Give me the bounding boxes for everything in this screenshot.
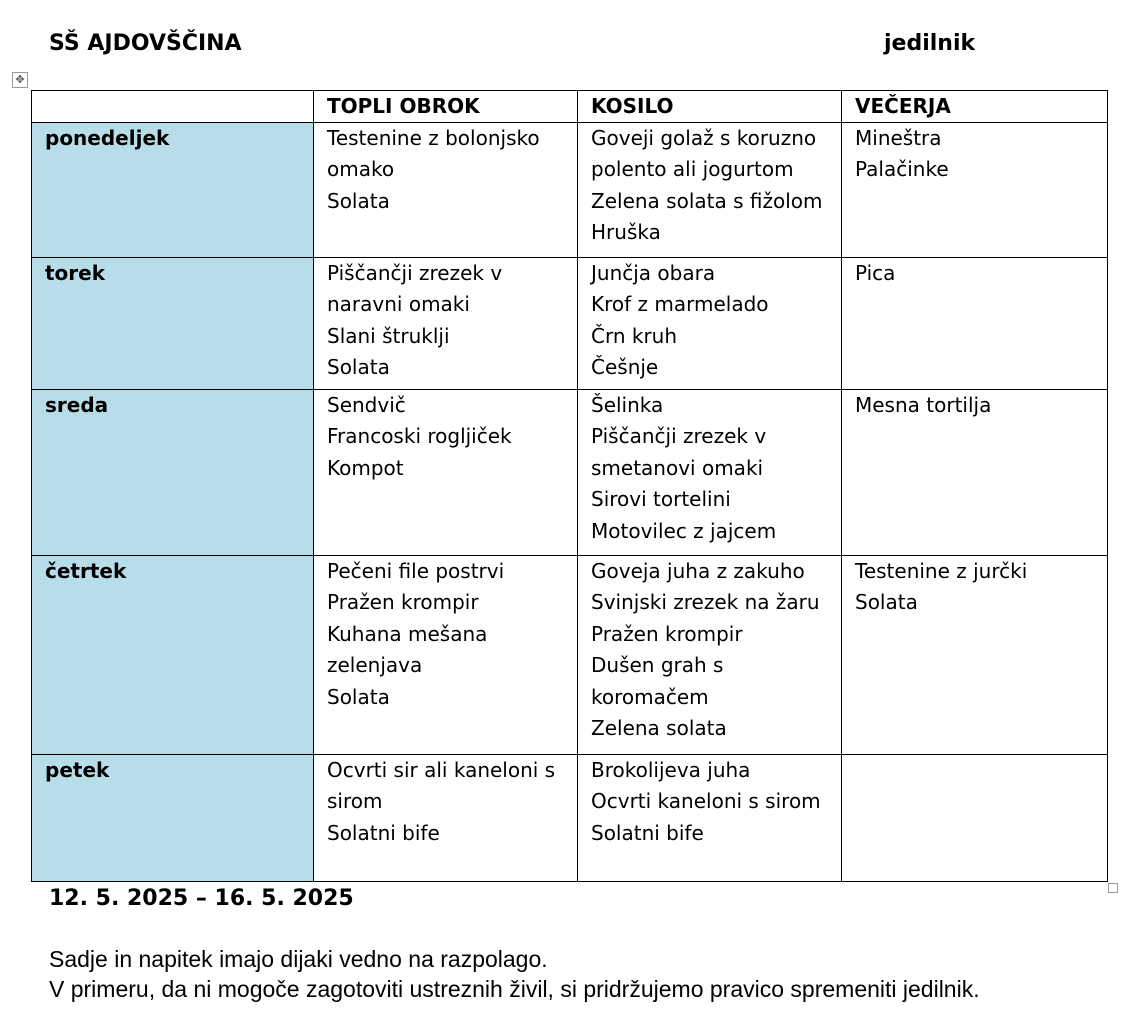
menu-item: Palačinke — [855, 157, 949, 182]
topli-obrok-cell — [314, 258, 578, 390]
topli-obrok-cell — [314, 390, 578, 556]
kosilo-cell — [578, 390, 842, 556]
vecerja-cell — [842, 123, 1108, 258]
menu-item: Motovilec z jajcem — [591, 518, 777, 543]
kosilo-cell — [578, 755, 842, 882]
menu-item: Šelinka — [591, 393, 664, 417]
menu-item: Zelena solata s fižolom — [591, 188, 823, 213]
menu-item: Črn kruh — [591, 323, 678, 348]
menu-item: Solatni bife — [591, 820, 704, 845]
menu-item: Solata — [327, 684, 390, 709]
menu-item: Sendvič — [327, 393, 406, 417]
menu-item: Ocvrti kaneloni s sirom — [591, 789, 821, 814]
date-range: 12. 5. 2025 – 16. 5. 2025 — [49, 886, 354, 911]
menu-item: Solata — [327, 355, 390, 380]
kosilo-cell — [578, 258, 842, 390]
column-header-vecerja: VEČERJA — [842, 91, 1108, 123]
column-header-day — [32, 91, 314, 123]
table-resize-handle[interactable] — [1108, 883, 1118, 893]
vecerja-cell — [842, 755, 1108, 882]
menu-item: Junčja obara — [591, 261, 716, 285]
menu-item: Solata — [855, 590, 918, 615]
topli-obrok-cell — [314, 755, 578, 882]
menu-item: Pica — [855, 261, 896, 285]
menu-item: Pražen krompir — [327, 590, 479, 615]
day-cell: sreda — [32, 390, 314, 556]
menu-item: Solata — [327, 188, 390, 213]
menu-item: Francoski rogljiček — [327, 424, 512, 449]
day-cell: četrtek — [32, 556, 314, 755]
menu-item: Češnje — [591, 355, 659, 380]
menu-item: Krof z marmelado — [591, 292, 769, 317]
column-header-kosilo: KOSILO — [578, 91, 842, 123]
kosilo-cell — [578, 556, 842, 755]
vecerja-cell — [842, 390, 1108, 556]
menu-item: Piščančji zrezek v smetanovi omaki — [591, 424, 767, 480]
menu-item: Mineštra — [855, 126, 942, 150]
menu-item: Svinjski zrezek na žaru — [591, 590, 820, 615]
table-row — [32, 258, 1108, 390]
day-cell: petek — [32, 755, 314, 882]
column-header-topli-obrok: TOPLI OBROK — [314, 91, 578, 123]
menu-item: Dušen grah s koromačem — [591, 653, 724, 709]
menu-item: Hruška — [591, 220, 661, 245]
table-header-row — [32, 91, 1108, 123]
menu-item: Testenine z jurčki — [855, 559, 1028, 583]
menu-item: Pražen krompir — [591, 621, 743, 646]
table-row — [32, 390, 1108, 556]
menu-item: Zelena solata — [591, 716, 727, 741]
menu-item: Sirovi tortelini — [591, 487, 731, 512]
note-fruit-drinks: Sadje in napitek imajo dijaki vedno na razpolago. — [49, 946, 548, 972]
table-row — [32, 755, 1108, 882]
menu-table — [31, 90, 1108, 882]
vecerja-cell — [842, 556, 1108, 755]
vecerja-cell — [842, 258, 1108, 390]
menu-item: Solatni bife — [327, 820, 440, 845]
day-cell: ponedeljek — [32, 123, 314, 258]
menu-item: Mesna tortilja — [855, 393, 992, 417]
menu-item: Goveji golaž s koruzno polento ali jogurtom — [591, 126, 817, 182]
menu-item: Pečeni file postrvi — [327, 559, 505, 583]
day-cell: torek — [32, 258, 314, 390]
menu-item: Piščančji zrezek v naravni omaki — [327, 261, 503, 317]
school-name: SŠ AJDOVŠČINA — [49, 31, 242, 56]
table-row — [32, 556, 1108, 755]
note-menu-change: V primeru, da ni mogoče zagotoviti ustreznih živil, si pridržujemo pravico spremeniti jedilnik. — [49, 976, 980, 1002]
menu-item: Kompot — [327, 455, 404, 480]
menu-item: Ocvrti sir ali kaneloni s sirom — [327, 758, 556, 814]
menu-item: Goveja juha z zakuho — [591, 559, 805, 583]
menu-item: Slani štruklji — [327, 323, 450, 348]
menu-item: Testenine z bolonjsko omako — [327, 126, 540, 182]
menu-item: Kuhana mešana zelenjava — [327, 621, 488, 678]
topli-obrok-cell — [314, 556, 578, 755]
topli-obrok-cell — [314, 123, 578, 258]
menu-item: Brokolijeva juha — [591, 758, 751, 782]
table-row — [32, 123, 1108, 258]
kosilo-cell — [578, 123, 842, 258]
document-title: jedilnik — [884, 31, 976, 56]
table-move-handle-icon[interactable]: ✥ — [12, 72, 28, 88]
